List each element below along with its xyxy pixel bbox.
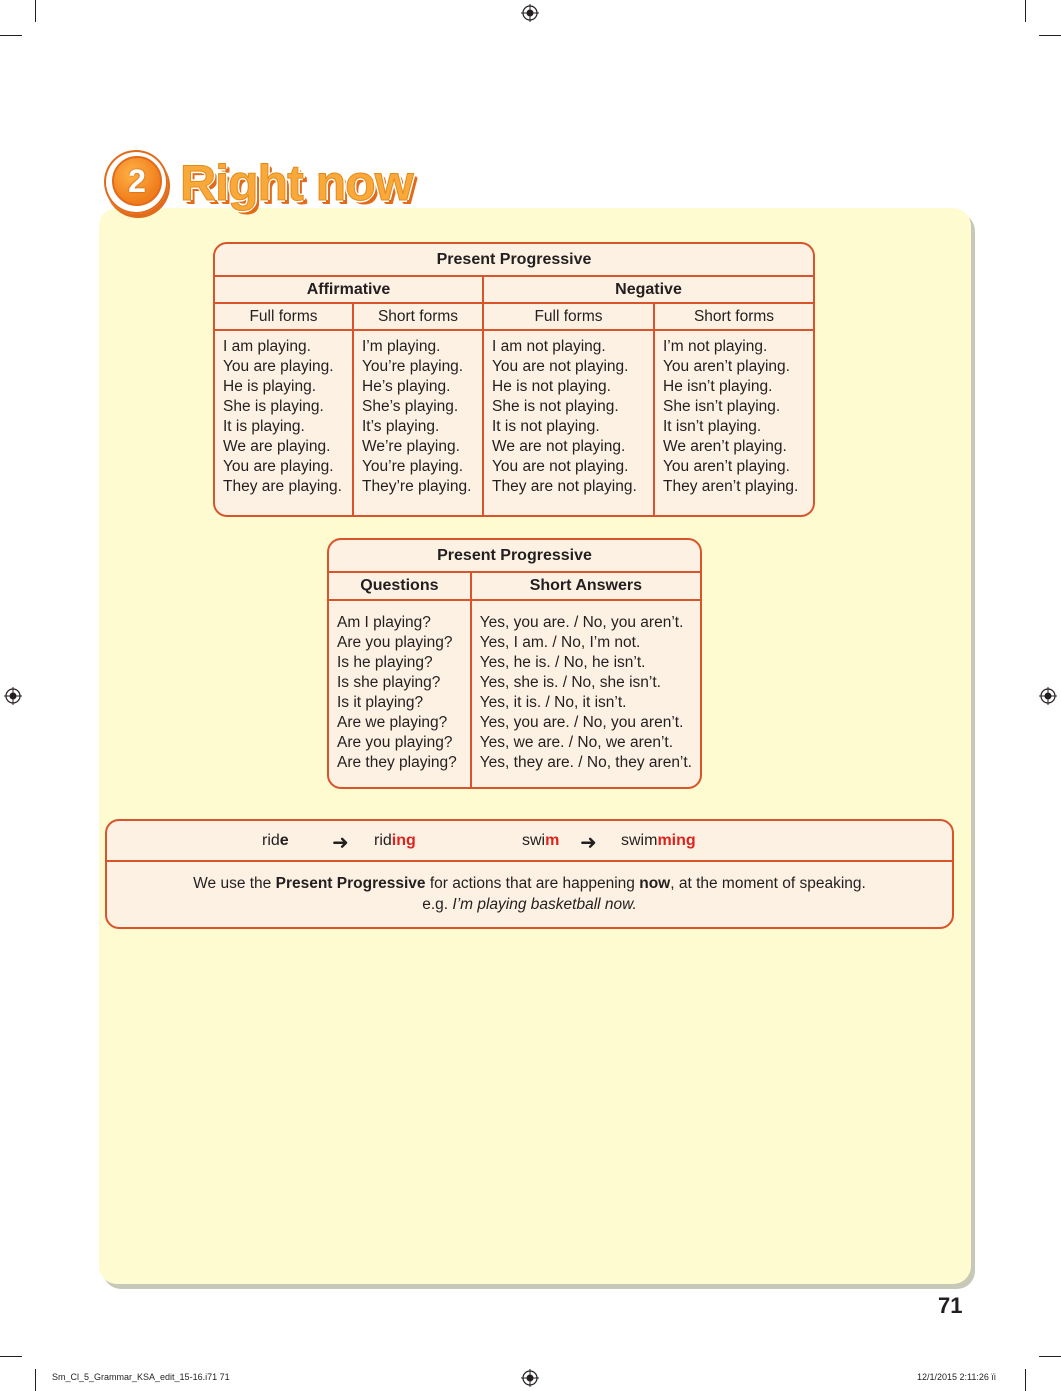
table-title: Present Progressive (329, 540, 700, 573)
questions-answers-table (327, 538, 702, 789)
spelling-word-riding: riding (374, 832, 416, 849)
registration-mark-icon (521, 1369, 539, 1387)
crop-mark (1039, 35, 1061, 36)
table-title: Present Progressive (215, 244, 813, 277)
spelling-word-swimming: swimming (621, 832, 696, 849)
list-item: He is playing. (223, 378, 317, 395)
list-item: You are playing. (223, 458, 334, 475)
footer-timestamp: 12/1/2015 2:11:26 ïi (917, 1372, 996, 1382)
list-item: Yes, she is. / No, she isn’t. (479, 674, 661, 691)
column-subheader: Full forms (215, 304, 354, 331)
crop-mark (1025, 1369, 1026, 1391)
list-item: It is playing. (223, 418, 305, 435)
list-item: Is it playing? (337, 694, 424, 711)
affirmative-header: Affirmative (215, 277, 484, 304)
registration-mark-icon (1039, 687, 1057, 705)
list-item: We’re playing. (362, 438, 460, 455)
rule-sentence: We use the Present Progressive for actions that are happening now, at the moment of speaking. (193, 875, 866, 892)
rule-explanation (107, 873, 952, 915)
list-item: They are not playing. (492, 478, 637, 495)
list-item: Yes, we are. / No, we aren’t. (479, 734, 674, 751)
section-number: 2 (112, 156, 162, 206)
negative-full-forms (484, 331, 655, 515)
short-answers-header: Short Answers (472, 573, 700, 601)
list-item: He isn’t playing. (663, 378, 773, 395)
list-item: It isn’t playing. (663, 418, 762, 435)
list-item: Yes, I am. / No, I’m not. (479, 634, 641, 651)
arrow-right-icon: ➜ (580, 832, 597, 854)
spelling-row (107, 821, 952, 862)
spelling-word-ride: ride (262, 832, 289, 849)
list-item: He is not playing. (492, 378, 611, 395)
affirmative-short-forms (354, 331, 484, 515)
list-item: She is playing. (223, 398, 324, 415)
page-number: 71 (938, 1293, 963, 1318)
crop-mark (35, 0, 36, 22)
list-item: Yes, you are. / No, you aren’t. (479, 614, 684, 631)
list-item: I am not playing. (492, 338, 606, 355)
list-item: Are they playing? (337, 754, 457, 771)
list-item: Are you playing? (337, 734, 453, 751)
list-item: They aren’t playing. (663, 478, 799, 495)
list-item: You are not playing. (492, 458, 629, 475)
list-item: She isn’t playing. (663, 398, 781, 415)
crop-mark (0, 35, 22, 36)
list-item: Is she playing? (337, 674, 441, 691)
list-item: She’s playing. (362, 398, 459, 415)
affirmative-full-forms (215, 331, 354, 515)
list-item: It is not playing. (492, 418, 600, 435)
list-item: I’m not playing. (663, 338, 768, 355)
crop-mark (1039, 1356, 1061, 1357)
section-title: Right now (180, 155, 413, 211)
column-subheader: Full forms (484, 304, 655, 331)
list-item: We are playing. (223, 438, 331, 455)
questions-column (329, 601, 472, 787)
list-item: They’re playing. (362, 478, 472, 495)
list-item: Is he playing? (337, 654, 433, 671)
list-item: It’s playing. (362, 418, 440, 435)
negative-header: Negative (484, 277, 813, 304)
list-item: I’m playing. (362, 338, 441, 355)
questions-header: Questions (329, 573, 472, 601)
column-subheader: Short forms (354, 304, 484, 331)
crop-mark (1025, 0, 1026, 22)
column-subheader: Short forms (655, 304, 813, 331)
list-item: Yes, they are. / No, they aren’t. (479, 754, 692, 771)
crop-mark (35, 1369, 36, 1391)
negative-short-forms (655, 331, 813, 515)
registration-mark-icon (521, 4, 539, 22)
rule-example: e.g. I’m playing basketball now. (422, 896, 637, 913)
crop-mark (0, 1356, 22, 1357)
list-item: We aren’t playing. (663, 438, 787, 455)
short-answers-column (472, 601, 700, 787)
list-item: You are playing. (223, 358, 334, 375)
list-item: I am playing. (223, 338, 311, 355)
list-item: You aren’t playing. (663, 358, 790, 375)
list-item: Are you playing? (337, 634, 453, 651)
list-item: You’re playing. (362, 358, 464, 375)
footer-filename: Sm_Cl_5_Grammar_KSA_edit_15-16.i71 71 (52, 1372, 230, 1382)
list-item: You are not playing. (492, 358, 629, 375)
list-item: She is not playing. (492, 398, 619, 415)
present-progressive-table (213, 242, 815, 517)
list-item: Am I playing? (337, 614, 431, 631)
list-item: Yes, he is. / No, he isn’t. (479, 654, 646, 671)
section-number-badge (104, 150, 168, 214)
list-item: You’re playing. (362, 458, 464, 475)
list-item: They are playing. (223, 478, 342, 495)
list-item: Yes, it is. / No, it isn’t. (479, 694, 627, 711)
list-item: We are not playing. (492, 438, 626, 455)
list-item: Yes, you are. / No, you aren’t. (479, 714, 684, 731)
arrow-right-icon: ➜ (332, 832, 349, 854)
spelling-word-swim: swim (522, 832, 560, 849)
list-item: He’s playing. (362, 378, 451, 395)
list-item: You aren’t playing. (663, 458, 790, 475)
rule-box (105, 819, 954, 929)
list-item: Are we playing? (337, 714, 448, 731)
registration-mark-icon (4, 687, 22, 705)
